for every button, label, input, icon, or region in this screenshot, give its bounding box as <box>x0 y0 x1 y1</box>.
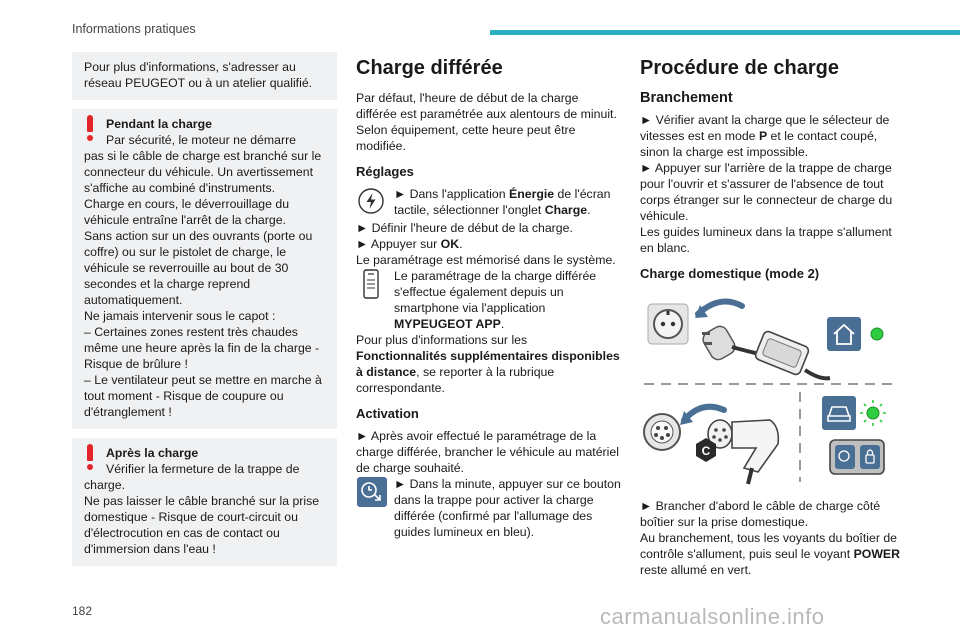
subheading-domestic: Charge domestique (mode 2) <box>640 266 820 281</box>
warning-line: Ne jamais intervenir sous le capot : <box>84 309 276 323</box>
step-text: ► Dans l'application <box>394 187 510 201</box>
domestic-socket-icon <box>648 304 688 344</box>
vehicle-socket-icon <box>644 414 680 450</box>
deferred-charge-button-icon <box>356 476 388 508</box>
paragraph: Par défaut, l'heure de début de la charge différée est paramétrée aux alentours de minuit. <box>356 91 617 121</box>
paragraph: Le paramétrage est mémorisé dans le système. <box>356 253 616 267</box>
step-text-bold: Énergie <box>509 187 555 201</box>
warning-line: Par sécurité, le moteur ne démarre <box>106 133 297 147</box>
charging-gun-icon <box>708 420 778 484</box>
step-text-bold: P <box>758 129 768 143</box>
step-text: . <box>459 237 463 251</box>
column-1 <box>72 52 337 575</box>
paragraph-text: , se reporter à la rubrique correspondante. <box>356 365 555 395</box>
paragraph-text-bold: POWER <box>853 547 901 561</box>
subheading-reglages: Réglages <box>356 164 414 179</box>
step-energy-app <box>356 186 621 220</box>
step: ► Brancher d'abord le câble de charge côté boîtier sur la prise domestique. <box>640 499 881 529</box>
section-title: Procédure de charge <box>640 57 839 79</box>
step-text: . <box>587 203 591 217</box>
charging-led-icon <box>860 400 886 426</box>
charging-illustration <box>640 292 902 488</box>
column-3 <box>640 56 902 578</box>
charging-diagram <box>640 292 902 488</box>
step-text-bold: OK <box>440 237 460 251</box>
power-led-icon <box>871 328 883 340</box>
page-number: 182 <box>72 604 93 618</box>
step-text: ► Vérifier avant la charge que le sélecteur de vitesses est en mode <box>640 113 890 143</box>
warning-title: Pendant la charge <box>106 117 212 131</box>
info-box-text: Pour plus d'informations, s'adresser au réseau PEUGEOT ou à un atelier qualifié. <box>84 60 313 90</box>
subheading-branchement: Branchement <box>640 90 733 106</box>
step: ► Après avoir effectué le paramétrage de la charge différée, brancher le véhicule au matériel de charge souhaité. <box>356 429 619 475</box>
subheading-activation: Activation <box>356 406 419 421</box>
warning-line: – Certaines zones restent très chaudes même une heure après la fin de la charge - Risque de brûlure ! <box>84 325 320 371</box>
warning-line: – Le ventilateur peut se mettre en marche à tout moment - Risque de coupure ou d'étranglement ! <box>84 373 322 419</box>
deferred-lock-panel-icon <box>830 440 884 474</box>
energy-app-icon <box>356 186 386 216</box>
paragraph <box>356 332 621 396</box>
step: ► Définir l'heure de début de la charge. <box>356 221 573 235</box>
step <box>640 112 902 160</box>
step-text: ► Dans la minute, appuyer sur ce bouton dans la trappe pour activer la charge différée (confirmé par l'allumage des guides lumineux en bleu). <box>394 477 621 539</box>
info-box <box>72 52 337 100</box>
warning-line: Ne pas laisser le câble branché sur la prise domestique - Risque de court-circuit ou d'électrocution en cas de contact ou d'immersion dans l'eau ! <box>84 494 320 556</box>
paragraph <box>640 530 902 578</box>
note-text: Le paramétrage de la charge différée s'effectue également depuis un smartphone via l'application <box>394 269 597 315</box>
header-accent-bar <box>490 30 960 35</box>
exclamation-icon <box>86 115 94 141</box>
column-2 <box>356 56 621 540</box>
paragraph: Les guides lumineux dans la trappe s'allument en blanc. <box>640 225 892 255</box>
paragraph-text: reste allumé en vert. <box>640 563 752 577</box>
section-title: Charge différée <box>356 57 503 79</box>
header-title: Informations pratiques <box>72 22 196 36</box>
paragraph-text: Au branchement, tous les voyants du boîtier de contrôle s'allument, puis seul le voyant <box>640 531 898 561</box>
note-text-bold: MYPEUGEOT APP <box>394 317 501 331</box>
watermark: carmanualsonline.info <box>600 604 825 629</box>
warning-line: Sans action sur un des ouvrants (porte ou coffre) ou sur le pistolet de charge, le véhicule se reverrouille au bout de 30 secondes et la charge reprend automatiquement. <box>84 229 313 307</box>
step-deferred-button <box>356 476 621 540</box>
step-text: ► Appuyer sur <box>356 237 441 251</box>
step-text-bold: Charge <box>544 203 588 217</box>
warning-title: Après la charge <box>106 446 199 460</box>
step-text: et le contact coupé, sinon la charge est impossible. <box>640 129 878 159</box>
step-letter: C <box>701 444 711 458</box>
note-text: . <box>500 317 505 331</box>
paragraph-text: Pour plus d'informations sur les <box>356 333 528 347</box>
domestic-plug-icon <box>700 324 760 363</box>
warning-line: charge. <box>84 478 126 492</box>
vehicle-icon <box>822 396 856 430</box>
step <box>356 236 621 252</box>
warning-line: Vérifier la fermeture de la trappe de <box>106 462 300 476</box>
step: ► Appuyer sur l'arrière de la trappe de charge pour l'ouvrir et s'assurer de l'absence de tout corps étranger sur le connecteur de charge du véhicule. <box>640 161 893 223</box>
warning-line: pas si le câble de charge est branché sur le connecteur du véhicule. Un avertissement s'affiche au combiné d'instruments. <box>84 149 322 195</box>
paragraph-text-bold: Fonctionnalités supplémentaires disponibles à distance <box>356 349 620 379</box>
smartphone-note <box>356 268 621 332</box>
smartphone-icon <box>356 268 386 302</box>
warning-box-charging <box>72 109 337 429</box>
warning-line: Charge en cours, le déverrouillage du véhicule entraîne l'arrêt de la charge. <box>84 197 290 227</box>
warning-box-after-charge <box>72 438 337 566</box>
paragraph: Selon équipement, cette heure peut être modifiée. <box>356 123 576 153</box>
exclamation-icon <box>86 444 94 470</box>
step-text: de l'écran tactile, sélectionner l'onglet <box>394 187 611 217</box>
home-icon <box>827 317 861 351</box>
control-box-icon <box>754 330 830 378</box>
